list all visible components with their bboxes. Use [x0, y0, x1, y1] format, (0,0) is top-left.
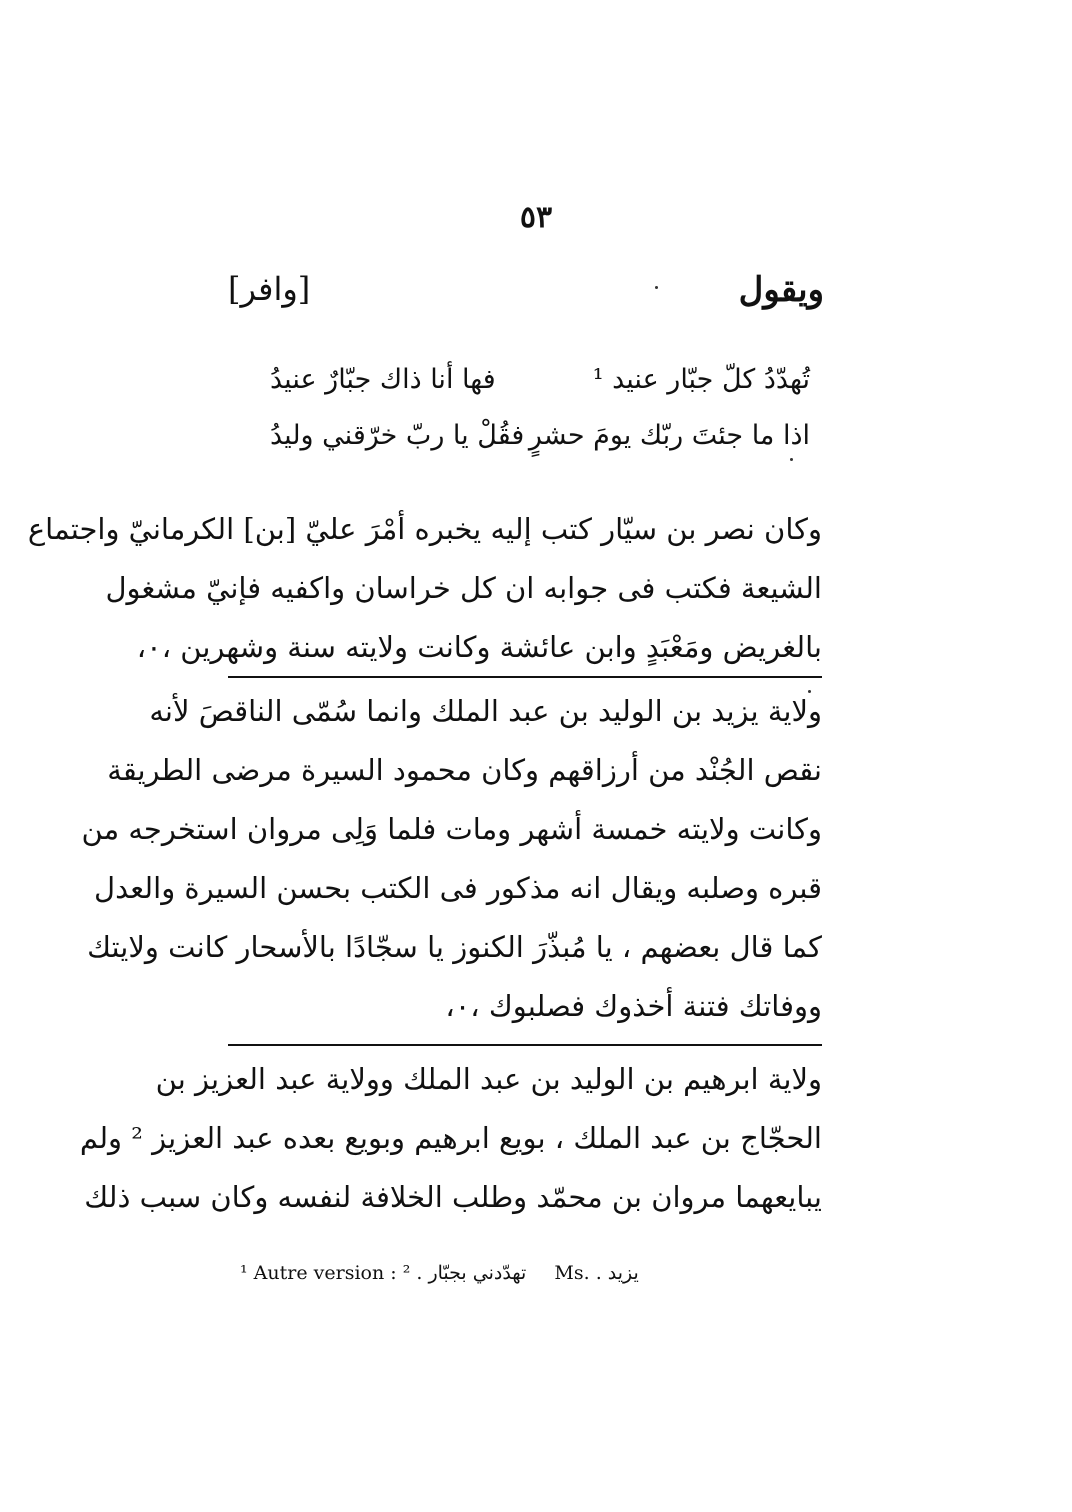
text-line: الحجّاج بن عبد الملك ، بويع ابرهيم وبويع بعده عبد العزيز ² ولم	[79, 1121, 822, 1155]
verse-line	[270, 408, 810, 464]
text-line: الشيعة فكتب فى جوابه ان كل خراسان واكفيه فإنيّ مشغول	[105, 571, 822, 605]
footnote-marker: ¹	[240, 1262, 248, 1284]
paragraph-nasr	[27, 500, 822, 677]
scan-speck	[655, 286, 658, 289]
verse-second-hemistich: فقُلْ يا ربّ خرّقني وليدُ	[270, 420, 525, 451]
text-line: يبايعهما مروان بن محمّد وطلب الخلافة لنفسه وكان سبب ذلك	[84, 1180, 822, 1214]
text-line: بالغريض ومَعْبَدٍ وابن عائشة وكانت ولايته سنة وشهرين ،٠،	[136, 630, 822, 664]
footnote-1	[240, 1262, 526, 1284]
verse-first-hemistich: تُهدّدُ كلّ جبّار عنيد ¹	[592, 364, 810, 395]
footnote-label: Ms.	[554, 1262, 590, 1284]
text-line: وكان نصر بن سيّار كتب إليه يخبره أمْرَ عليّ [بن] الكرمانيّ واجتماع	[27, 512, 822, 546]
verse-first-hemistich: اذا ما جئتَ ربّك يومَ حشرٍ	[528, 420, 810, 451]
text-line: وكانت ولايته خمسة أشهر ومات فلما وَلِى مروان استخرجه من	[81, 812, 822, 846]
text-line: ولاية يزيد بن الوليد بن عبد الملك وانما سُمّى الناقصَ لأنه	[149, 694, 822, 728]
verse-second-hemistich: فها أنا ذاك جبّارٌ عنيدُ	[270, 364, 496, 395]
footnote-marker: ²	[402, 1262, 411, 1284]
footnote-text: يزيد .	[595, 1262, 639, 1284]
text-line: نقص الجُنْد من أرزاقهم وكان محمود السيرة مرضى الطريقة	[107, 753, 822, 787]
footnotes	[240, 1262, 820, 1284]
section-divider	[228, 676, 822, 678]
poem-header	[228, 270, 824, 320]
section-divider	[228, 1044, 822, 1046]
footnote-text: تهدّدني بجبّار .	[416, 1262, 527, 1284]
scan-speck	[808, 690, 811, 693]
poem-meter: [وافر]	[228, 270, 311, 308]
poem-intro: ويقول	[738, 270, 824, 310]
text-line: ولاية ابرهيم بن الوليد بن عبد الملك وولاية عبد العزيز بن	[155, 1062, 822, 1096]
poem-verses	[270, 352, 810, 464]
paragraph-yazid	[81, 682, 822, 1036]
text-line: ووفاتك فتنة أخذوك فصلبوك ،٠،	[445, 989, 822, 1023]
text-line: قبره وصلبه ويقال انه مذكور فى الكتب بحسن السيرة والعدل	[94, 871, 822, 905]
footnote-label: Autre version :	[253, 1262, 397, 1284]
page-number: ٥٣	[519, 200, 553, 235]
text-line: كما قال بعضهم ، يا مُبذّرَ الكنوز يا سجّادًا بالأسحار كانت ولايتك	[87, 930, 822, 964]
scan-speck	[790, 458, 793, 461]
verse-line	[270, 352, 810, 408]
paragraph-ibrahim	[79, 1050, 822, 1227]
